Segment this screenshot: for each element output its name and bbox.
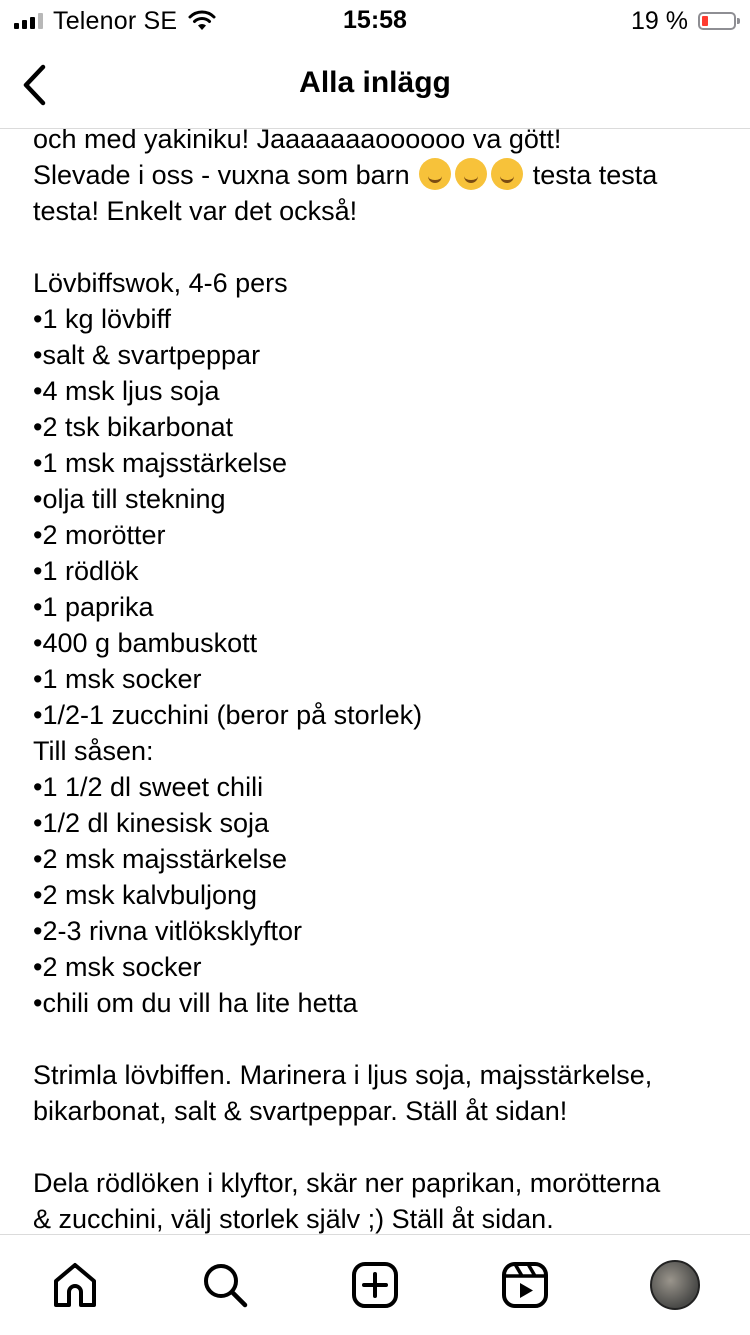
caption-line: •400 g bambuskott	[33, 628, 258, 658]
battery-percentage: 19 %	[631, 6, 688, 35]
caption-line: •2-3 rivna vitlöksklyftor	[33, 916, 303, 946]
caption-line: •olja till stekning	[33, 484, 226, 514]
tab-search[interactable]	[195, 1255, 255, 1315]
caption-line: •2 msk majsstärkelse	[33, 844, 288, 874]
caption-line: •1 1/2 dl sweet chili	[33, 772, 264, 802]
nav-header	[0, 42, 750, 129]
caption-line: bikarbonat, salt & svartpeppar. Ställ åt sidan!	[33, 1096, 568, 1126]
home-icon	[50, 1260, 100, 1310]
caption-line: och med yakiniku! Jaaaaaaaoooooo va gött!	[33, 129, 562, 154]
post-caption	[0, 129, 750, 1234]
caption-line: •1 paprika	[33, 592, 154, 622]
caption-line: •1 msk socker	[33, 664, 202, 694]
caption-line: •1 msk majsstärkelse	[33, 448, 288, 478]
status-bar	[0, 0, 750, 42]
caption-line: •4 msk ljus soja	[33, 376, 220, 406]
caption-line: •1 kg lövbiff	[33, 304, 172, 334]
profile-avatar	[650, 1260, 700, 1310]
tab-home[interactable]	[45, 1255, 105, 1315]
caption-line: testa! Enkelt var det också!	[33, 196, 358, 226]
caption-line: •2 msk socker	[33, 952, 202, 982]
caption-line	[33, 157, 723, 193]
caption-line	[33, 229, 723, 265]
caption-line: •2 tsk bikarbonat	[33, 412, 234, 442]
caption-text	[33, 129, 723, 1234]
caption-line	[33, 1021, 723, 1057]
caption-text-segment: testa testa	[532, 160, 658, 190]
caption-line: •1/2 dl kinesisk soja	[33, 808, 270, 838]
drooling-face-icon	[455, 158, 487, 190]
drooling-face-icon	[491, 158, 523, 190]
battery-icon	[698, 12, 736, 30]
battery-level	[702, 16, 708, 26]
new-post-icon	[350, 1260, 400, 1310]
caption-line: •1/2-1 zucchini (beror på storlek)	[33, 700, 423, 730]
tab-new-post[interactable]	[345, 1255, 405, 1315]
caption-line: & zucchini, välj storlek själv ;) Ställ åt sidan.	[33, 1204, 554, 1234]
search-icon	[200, 1260, 250, 1310]
clock: 15:58	[343, 6, 407, 34]
caption-line: •1 rödlök	[33, 556, 139, 586]
caption-line: •2 msk kalvbuljong	[33, 880, 258, 910]
caption-line: Strimla lövbiffen. Marinera i ljus soja, majsstärkelse,	[33, 1060, 653, 1090]
caption-line: •salt & svartpeppar	[33, 340, 261, 370]
caption-text-segment: Slevade i oss - vuxna som barn	[33, 160, 410, 190]
caption-line: •chili om du vill ha lite hetta	[33, 988, 358, 1018]
caption-line: Till såsen:	[33, 736, 154, 766]
carrier-name: Telenor SE	[53, 6, 178, 35]
drooling-face-icon	[419, 158, 451, 190]
tab-profile[interactable]	[645, 1255, 705, 1315]
caption-line: Dela rödlöken i klyftor, skär ner paprikan, morötterna	[33, 1168, 661, 1198]
caption-line: •2 morötter	[33, 520, 166, 550]
caption-line	[33, 1129, 723, 1165]
bottom-tab-bar	[0, 1234, 750, 1335]
reels-icon	[500, 1260, 550, 1310]
caption-line: Lövbiffswok, 4-6 pers	[33, 268, 288, 298]
tab-reels[interactable]	[495, 1255, 555, 1315]
page-title: Alla inlägg	[299, 66, 451, 99]
